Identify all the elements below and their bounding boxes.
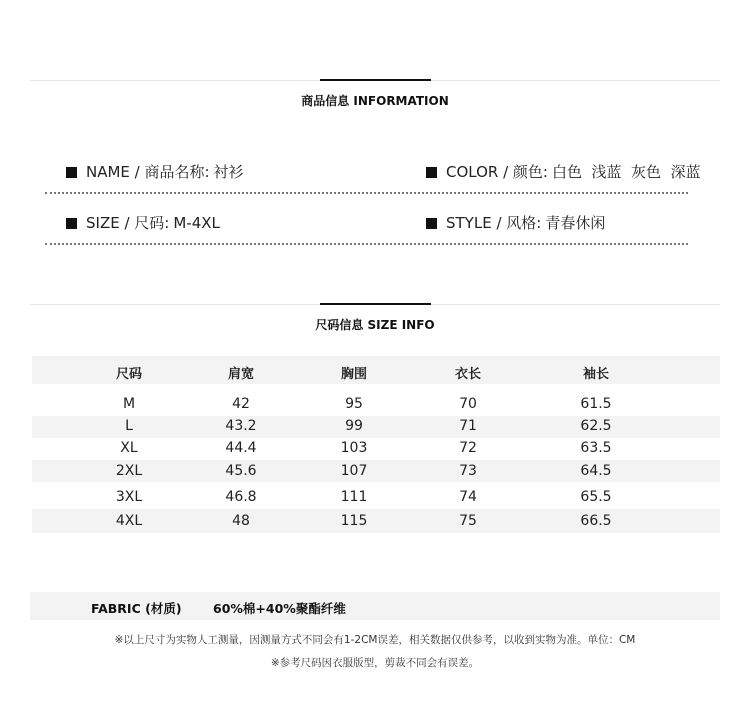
size-section-title: 尺码信息 SIZE INFO — [315, 318, 435, 332]
cell-sleeve: 66.5 — [580, 513, 612, 529]
cell-shoulder: 43.2 — [225, 418, 257, 434]
info-name — [66, 161, 244, 182]
info-style — [426, 212, 605, 233]
cell-sleeve: 65.5 — [580, 489, 612, 505]
cell-length: 72 — [459, 440, 477, 456]
cell-shoulder: 42 — [232, 396, 250, 412]
cell-shoulder: 44.4 — [225, 440, 257, 456]
size-note: ※参考尺码因衣服版型，剪裁不同会有误差。 — [270, 657, 480, 669]
info-style-label: STYLE / 风格: — [446, 214, 542, 232]
cell-size: M — [122, 396, 136, 412]
info-color — [426, 161, 701, 182]
info-size — [66, 212, 220, 233]
cell-length: 73 — [459, 463, 477, 479]
square-bullet-icon — [426, 218, 437, 229]
cell-sleeve: 62.5 — [580, 418, 612, 434]
cell-size: XL — [120, 440, 138, 456]
size-accent-bar — [320, 303, 431, 305]
cell-chest: 115 — [340, 513, 368, 529]
header-shoulder: 肩宽 — [227, 367, 254, 382]
header-length: 衣长 — [454, 367, 481, 382]
cell-chest: 111 — [340, 489, 368, 505]
square-bullet-icon — [66, 218, 77, 229]
cell-chest: 103 — [340, 440, 368, 456]
cell-length: 71 — [459, 418, 477, 434]
cell-shoulder: 48 — [232, 513, 250, 529]
measurement-note: ※以上尺寸为实物人工测量，因测量方式不同会有1-2CM误差，相关数据仅供参考，以收到实物为准。单位：CM — [114, 634, 636, 646]
header-chest: 胸围 — [340, 367, 367, 382]
info-size-value: M-4XL — [173, 214, 220, 232]
cell-length: 70 — [459, 396, 477, 412]
cell-size: 3XL — [115, 489, 143, 505]
info-color-label: COLOR / 颜色: — [446, 163, 548, 181]
cell-chest: 99 — [345, 418, 363, 434]
info-dotted-divider — [45, 192, 688, 194]
cell-chest: 95 — [345, 396, 363, 412]
info-size-label: SIZE / 尺码: — [86, 214, 170, 232]
fabric-value: 60%棉+40%聚酯纤维 — [213, 601, 346, 616]
cell-shoulder: 45.6 — [225, 463, 257, 479]
info-name-value: 衬衫 — [213, 163, 244, 181]
info-color-value: 白色 浅蓝 灰色 深蓝 — [551, 163, 701, 181]
cell-size: 4XL — [115, 513, 143, 529]
cell-chest: 107 — [340, 463, 368, 479]
cell-size: L — [125, 418, 133, 434]
cell-sleeve: 64.5 — [580, 463, 612, 479]
fabric-label: FABRIC (材质) — [91, 601, 182, 616]
header-sleeve: 袖长 — [582, 367, 609, 382]
cell-length: 74 — [459, 489, 477, 505]
info-style-value: 青春休闲 — [545, 214, 606, 232]
square-bullet-icon — [66, 167, 77, 178]
header-size: 尺码 — [115, 367, 142, 382]
cell-length: 75 — [459, 513, 477, 529]
cell-sleeve: 61.5 — [580, 396, 612, 412]
info-dotted-divider — [45, 243, 688, 245]
info-section-title: 商品信息 INFORMATION — [301, 94, 449, 108]
info-accent-bar — [320, 79, 431, 81]
info-name-label: NAME / 商品名称: — [86, 163, 210, 181]
square-bullet-icon — [426, 167, 437, 178]
cell-shoulder: 46.8 — [225, 489, 257, 505]
cell-size: 2XL — [115, 463, 143, 479]
cell-sleeve: 63.5 — [580, 440, 612, 456]
